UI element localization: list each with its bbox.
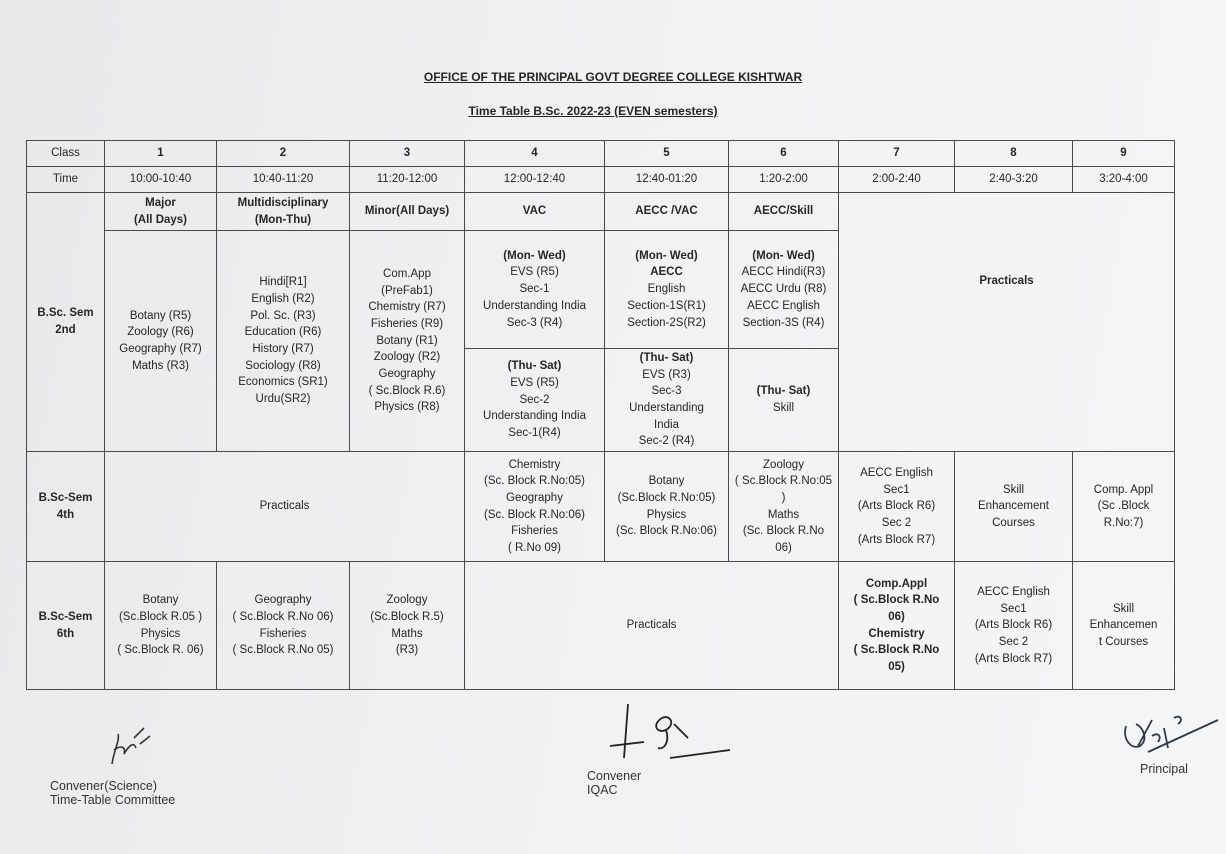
sem2-vac-mon-wed: (Mon- Wed) EVS (R5) Sec-1 Understanding India Sec-3 (R4) <box>465 231 605 349</box>
cell-line: AECC English <box>860 466 933 479</box>
sem6-practicals: Practicals <box>465 562 839 690</box>
sem6-label: B.Sc-Sem 6th <box>27 562 105 690</box>
cell-line: Botany (R1) <box>376 334 438 347</box>
sem2-major-cell <box>105 231 217 452</box>
cell-line: Geography <box>254 594 312 607</box>
cell-line: Chemistry <box>508 458 561 471</box>
sem4-cell-9 <box>1073 452 1175 562</box>
cell-line: (Sc. Block R.No:06) <box>484 508 585 521</box>
cell-line: Comp. Appl <box>1093 483 1154 496</box>
cell-line: AECC English <box>747 299 820 312</box>
cell-line: R.No:7) <box>1103 516 1144 529</box>
time-row <box>27 167 1175 193</box>
cell-line: Urdu(SR2) <box>255 393 311 406</box>
cell-line: Sec-1 <box>519 283 550 296</box>
cell-line: (Arts Block R7) <box>974 652 1053 665</box>
cell-line: AECC English <box>977 585 1050 598</box>
timetable <box>26 140 1175 690</box>
cell-line: AECC Hindi(R3) <box>741 266 826 279</box>
cell-line: Fisheries <box>511 525 558 538</box>
cell-line: Education (R6) <box>244 326 322 339</box>
cell-line: ( Sc.Block R.No 05) <box>232 644 334 657</box>
cell-line: Botany (R5) <box>129 309 192 322</box>
cell-line: Sec-2 (R4) <box>638 435 695 448</box>
cell-line: Maths <box>391 627 423 640</box>
sem6-cell-8 <box>955 562 1073 690</box>
time-8: 2:40-3:20 <box>955 167 1073 193</box>
sem6-row <box>27 562 1175 690</box>
time-label: Time <box>27 167 105 193</box>
cell-line: ( Sc.Block R.6) <box>368 384 446 397</box>
time-3: 11:20-12:00 <box>350 167 465 193</box>
cell-line: Understanding India <box>483 410 586 423</box>
cell-line: Comp.Appl <box>865 577 928 590</box>
cell-line: Sec-3 <box>651 385 682 398</box>
cell-line: ( Sc.Block R. 06) <box>117 644 204 657</box>
cell-line: EVS (R3) <box>642 368 691 381</box>
cell-line: Courses <box>992 516 1035 529</box>
cell-line: (R3) <box>395 644 419 657</box>
cell-line: Sec-1(R4) <box>508 427 561 440</box>
cell-line: Skill <box>1112 602 1135 615</box>
cell-line: Enhancement <box>978 500 1049 513</box>
sem4-row <box>27 452 1175 562</box>
cell-line: (PreFab1) <box>381 284 433 297</box>
cell-line: Physics (R8) <box>374 401 440 414</box>
period-7: 7 <box>839 141 955 167</box>
cell-line: Geography <box>506 491 563 504</box>
period-row <box>27 141 1175 167</box>
sem2-head-minor: Minor(All Days) <box>350 193 465 231</box>
cell-line: ( R.No 09) <box>507 541 562 554</box>
period-6: 6 <box>729 141 839 167</box>
cell-line: Sec 2 <box>998 635 1029 648</box>
sem2-minor-cell <box>350 231 465 452</box>
sem2-multi-cell <box>217 231 350 452</box>
time-7: 2:00-2:40 <box>839 167 955 193</box>
timetable-title: Time Table B.Sc. 2022-23 (EVEN semesters) <box>468 104 718 118</box>
sem6-cell-3 <box>350 562 465 690</box>
cell-line: Sec1 <box>883 483 910 496</box>
time-4: 12:00-12:40 <box>465 167 605 193</box>
period-3: 3 <box>350 141 465 167</box>
sem4-practicals: Practicals <box>105 452 465 562</box>
cell-line: Sec-2 <box>519 393 550 406</box>
cell-line: Fisheries <box>259 627 307 640</box>
principal-label: Principal <box>1140 762 1188 776</box>
period-1: 1 <box>105 141 217 167</box>
cell-line: (Sc.Block R.No:05) <box>617 491 716 504</box>
time-5: 12:40-01:20 <box>605 167 729 193</box>
cell-line: 06) <box>775 541 792 554</box>
cell-line: Sociology (R8) <box>245 359 321 372</box>
convener-science-label: Convener(Science) Time-Table Committee <box>50 779 176 807</box>
sem4-cell-5 <box>605 452 729 562</box>
cell-line: 05) <box>888 660 905 673</box>
sem6-cell-2 <box>217 562 350 690</box>
sem6-cell-9 <box>1073 562 1175 690</box>
sem2-head-row <box>27 193 1175 231</box>
cell-line: English <box>647 283 686 296</box>
cell-line: ( Sc.Block R.No <box>853 644 940 657</box>
cell-line: Sec 2 <box>881 516 912 529</box>
cell-line: Zoology <box>386 594 428 607</box>
cell-line: ( Sc.Block R.No:05 <box>734 475 833 488</box>
convener-science-signature <box>100 714 160 774</box>
sem2-aecc-skill-thu-sat: (Thu- Sat) Skill <box>729 349 839 452</box>
cell-line: Enhancemen <box>1089 619 1158 632</box>
sem2-aecc-vac-mon-wed: (Mon- Wed) AECC English Section-1S(R1) Section-2S(R2) <box>605 231 729 349</box>
cell-line: Fisheries (R9) <box>370 318 444 330</box>
cell-line: Hindi[R1] <box>259 276 307 289</box>
cell-line: (Sc.Block R.5) <box>370 610 444 623</box>
cell-line: 06) <box>888 610 905 623</box>
sem4-label: B.Sc-Sem 4th <box>27 452 105 562</box>
cell-line: ( Sc.Block R.No 06) <box>232 610 334 623</box>
cell-line: Skill <box>772 402 795 415</box>
cell-line: Skill <box>1002 483 1025 496</box>
time-2: 10:40-11:20 <box>217 167 350 193</box>
cell-line: History (R7) <box>252 343 314 356</box>
cell-line: Understanding <box>629 402 704 415</box>
period-2: 2 <box>217 141 350 167</box>
cell-line: (Sc. Block R.No <box>742 525 825 538</box>
cell-line: Maths (R3) <box>132 359 189 372</box>
cell-line: Chemistry (R7) <box>368 301 446 314</box>
sem4-cell-6 <box>729 452 839 562</box>
cell-line: Geography <box>378 368 436 381</box>
cell-line: Physics <box>646 508 687 521</box>
cell-line: (Sc .Block <box>1097 500 1150 513</box>
cell-line: Section-1S(R1) <box>627 299 706 312</box>
sem4-cell-4 <box>465 452 605 562</box>
class-label: Class <box>27 141 105 167</box>
time-6: 1:20-2:00 <box>729 167 839 193</box>
sem4-cell-7 <box>839 452 955 562</box>
cell-line: Economics (SR1) <box>238 376 328 389</box>
cell-line: Botany <box>142 594 179 607</box>
cell-line: Section-2S(R2) <box>627 316 706 329</box>
period-4: 4 <box>465 141 605 167</box>
cell-line: India <box>654 418 679 431</box>
period-8: 8 <box>955 141 1073 167</box>
cell-line: Geography (R7) <box>119 343 202 356</box>
cell-line: (Arts Block R6) <box>974 619 1053 632</box>
cell-line: Sec1 <box>1000 602 1027 615</box>
sem6-cell-7 <box>839 562 955 690</box>
cell-line: Com.App <box>383 267 431 280</box>
cell-line: (Sc. Block R.No:05) <box>484 475 585 488</box>
sem6-cell-1 <box>105 562 217 690</box>
convener-iqac-signature <box>600 698 740 776</box>
office-title: OFFICE OF THE PRINCIPAL GOVT DEGREE COLLEGE KISHTWAR <box>423 70 803 84</box>
cell-line: EVS (R5) <box>510 266 559 279</box>
cell-line: (Arts Block R6) <box>857 500 936 513</box>
sem2-label: B.Sc. Sem 2nd <box>27 193 105 452</box>
cell-line: Pol. Sc. (R3) <box>250 309 316 322</box>
cell-line: AECC Urdu (R8) <box>740 283 827 296</box>
period-5: 5 <box>605 141 729 167</box>
cell-line: (Sc.Block R.05 ) <box>118 610 203 623</box>
time-9: 3:20-4:00 <box>1073 167 1175 193</box>
cell-line: Understanding India <box>483 299 586 312</box>
sem2-practicals: Practicals <box>839 193 1175 452</box>
convener-iqac-label: Convener IQAC <box>587 769 642 797</box>
cell-line: Maths <box>767 508 800 521</box>
period-9: 9 <box>1073 141 1175 167</box>
time-1: 10:00-10:40 <box>105 167 217 193</box>
sem2-vac-thu-sat: (Thu- Sat) EVS (R5) Sec-2 Understanding India Sec-1(R4) <box>465 349 605 452</box>
cell-line: Chemistry <box>868 627 925 640</box>
sem2-head-aecc-skill: AECC/Skill <box>729 193 839 231</box>
cell-line: Physics <box>140 627 181 640</box>
sem2-head-vac: VAC <box>465 193 605 231</box>
cell-line: Zoology (R6) <box>127 326 194 339</box>
cell-line: Section-3S (R4) <box>742 316 825 329</box>
sem2-head-multidisciplinary: Multidisciplinary (Mon-Thu) <box>217 193 350 231</box>
sem2-aecc-vac-thu-sat: (Thu- Sat) EVS (R3) Sec-3 Understanding India Sec-2 (R4) <box>605 349 729 452</box>
cell-line: Sec-3 (R4) <box>506 316 563 329</box>
cell-line: Botany <box>648 475 685 488</box>
cell-line: EVS (R5) <box>510 377 559 389</box>
principal-signature <box>1118 706 1222 766</box>
cell-line: Zoology (R2) <box>373 351 441 364</box>
sem2-head-aecc-vac: AECC /VAC <box>605 193 729 231</box>
cell-line: t Courses <box>1098 635 1149 648</box>
cell-line: ) <box>781 491 786 504</box>
sem2-aecc-skill-mon-wed: (Mon- Wed) AECC Hindi(R3) AECC Urdu (R8) AECC English Section-3S (R4) <box>729 231 839 349</box>
cell-line: Zoology <box>763 458 804 471</box>
sem2-head-major: Major (All Days) <box>105 193 217 231</box>
cell-line: ( Sc.Block R.No <box>853 594 940 607</box>
cell-line: (Arts Block R7) <box>857 533 936 546</box>
cell-line: English (R2) <box>251 293 315 305</box>
sem4-cell-8 <box>955 452 1073 562</box>
cell-line: (Sc. Block R.No:06) <box>616 525 717 538</box>
